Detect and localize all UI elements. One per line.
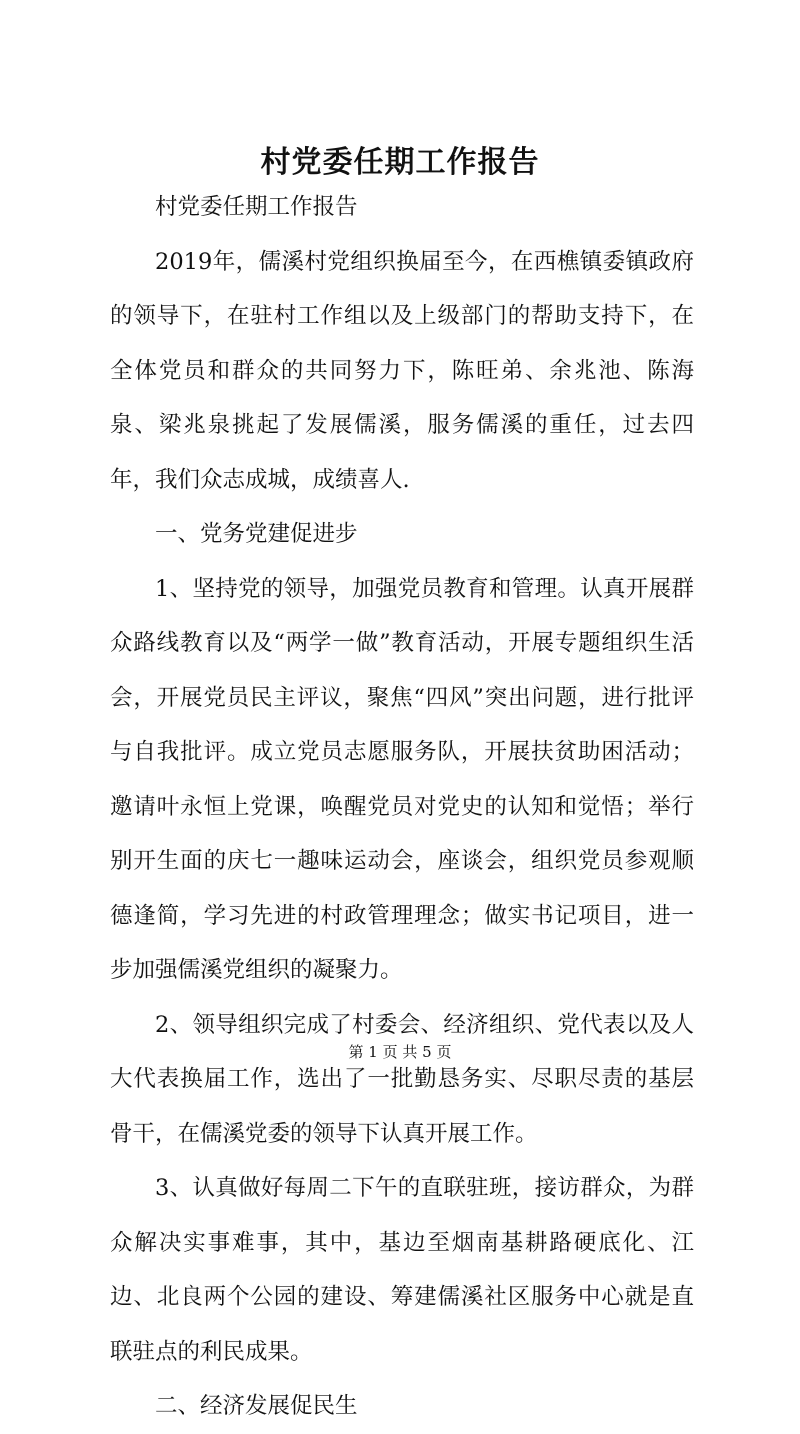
document-title: 村党委任期工作报告 <box>260 145 540 180</box>
document-body <box>110 180 694 1434</box>
paragraph-intro: 2019年，儒溪村党组织换届至今，在西樵镇委镇政府的领导下，在驻村工作组以及上级部门的帮助支持下，在全体党员和群众的共同努力下，陈旺弟、余兆池、陈海泉、梁兆泉挑起了发展儒溪，服务儒溪的重任，过去四年，我们众志成城，成绩喜人. <box>110 248 694 493</box>
paragraph-item-3: 3、认真做好每周二下午的直联驻班，接访群众，为群众解决实事难事，其中，基边至烟南基耕路硬底化、江边、北良两个公园的建设、筹建儒溪社区服务中心就是直联驻点的利民成果。 <box>110 1175 694 1365</box>
paragraph-subtitle: 村党委任期工作报告 <box>155 194 358 220</box>
paragraph-item-2: 2、领导组织完成了村委会、经济组织、党代表以及人大代表换届工作，选出了一批勤恳务实、尽职尽责的基层骨干，在儒溪党委的领导下认真开展工作。 <box>110 1011 694 1147</box>
page-number-footer: 第 1 页 共 5 页 <box>348 1043 452 1061</box>
section-heading-economy: 二、经济发展促民生 <box>155 1393 358 1419</box>
section-heading-party-building: 一、党务党建促进步 <box>155 521 358 547</box>
paragraph-item-1: 1、坚持党的领导，加强党员教育和管理。认真开展群众路线教育以及“两学一做”教育活动，开展专题组织生活会，开展党员民主评议，聚焦“四风”突出问题，进行批评与自我批评。成立党员志愿服务队，开展扶贫助困活动；邀请叶永恒上党课，唤醒党员对党史的认知和觉悟；举行别开生面的庆七一趣味运动会，座谈会，组织党员参观顺德逢简，学习先进的村政管理理念；做实书记项目，进一步加强儒溪党组织的凝聚力。 <box>110 575 694 983</box>
